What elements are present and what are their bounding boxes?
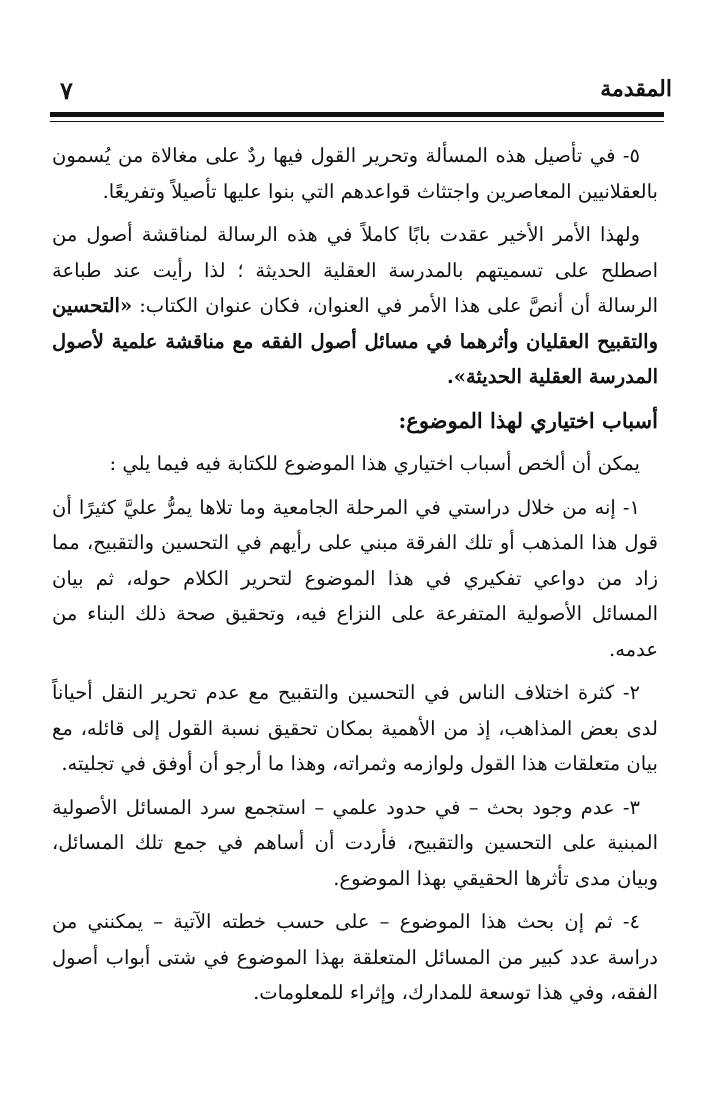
reason-2: ٢- كثرة اختلاف الناس في التحسين والتقبيح مع عدم تحرير النقل أحياناً لدى بعض المذاهب، إذ من الأهمية بمكان تحقيق نسبة القول إلى قائله، مع بيان متعلقات هذا القول ولوازمه وثمراته، وهذا ما أرجو أن أوفق في تجليته. <box>52 681 658 775</box>
header-rule-thin <box>50 121 664 122</box>
page-header <box>40 70 672 110</box>
intro-paragraph: يمكن أن ألخص أسباب اختياري هذا الموضوع للكتابة فيه فيما يلي : <box>109 452 640 475</box>
header-rule-thick <box>50 112 664 117</box>
reason-4: ٤- ثم إن بحث هذا الموضوع – على حسب خطته الآتية – يمكنني من دراسة عدد كبير من المسائل المتعلقة بهذا الموضوع في شتى أبواب أصول الفقه، وفي هذا توسعة للمدارك، وإثراء للمعلومات. <box>52 910 658 1004</box>
reason-1: ١- إنه من خلال دراستي في المرحلة الجامعية وما تلاها يمرُّ عليَّ كثيرًا أن قول هذا المذهب أو تلك الفرقة مبني على رأيهم في التحسين والتقبيح، مما زاد من دواعي تفكيري في هذا الموضوع لتحرير الكلام حوله، ثم بيان المسائل الأصولية المتفرعة على النزاع فيه، وتحقيق صحة ذلك البناء من عدمه. <box>52 495 658 661</box>
book-title: «التحسين والتقبيح العقليان وأثرهما في مسائل أصول الفقه مع مناقشة علمية لأصول المدرسة العقلية الحديثة». <box>52 294 658 388</box>
paragraph-5: ٥- في تأصيل هذه المسألة وتحرير القول فيها ردٌ على مغالاة من يُسمون بالعقلانيين المعاصرين واجتثاث قواعدهم التي بنوا عليها تأصيلاً وتفريعًا. <box>52 144 658 203</box>
reason-3: ٣- عدم وجود بحث – في حدود علمي – استجمع سرد المسائل الأصولية المبنية على التحسين والتقبيح، فأردت أن أساهم في جمع تلك المسائل، وبيان مدى تأثرها الحقيقي بهذا الموضوع. <box>52 795 658 890</box>
title-note-text: ولهذا الأمر الأخير عقدت بابًا كاملاً في هذه الرسالة لمناقشة أصول من اصطلح على تسميتهم بالمدرسة العقلية الحديثة ؛ لذا رأيت عند طباعة الرسالة أن أنصَّ على هذا الأمر في العنوان، فكان عنوان الكتاب: <box>52 223 658 317</box>
chapter-title: المقدمة <box>600 76 672 102</box>
page-body <box>52 138 658 1019</box>
section-heading: أسباب اختياري لهذا الموضوع: <box>398 407 658 433</box>
page-number: ٧ <box>60 76 73 105</box>
paragraph-title-note <box>52 217 658 395</box>
